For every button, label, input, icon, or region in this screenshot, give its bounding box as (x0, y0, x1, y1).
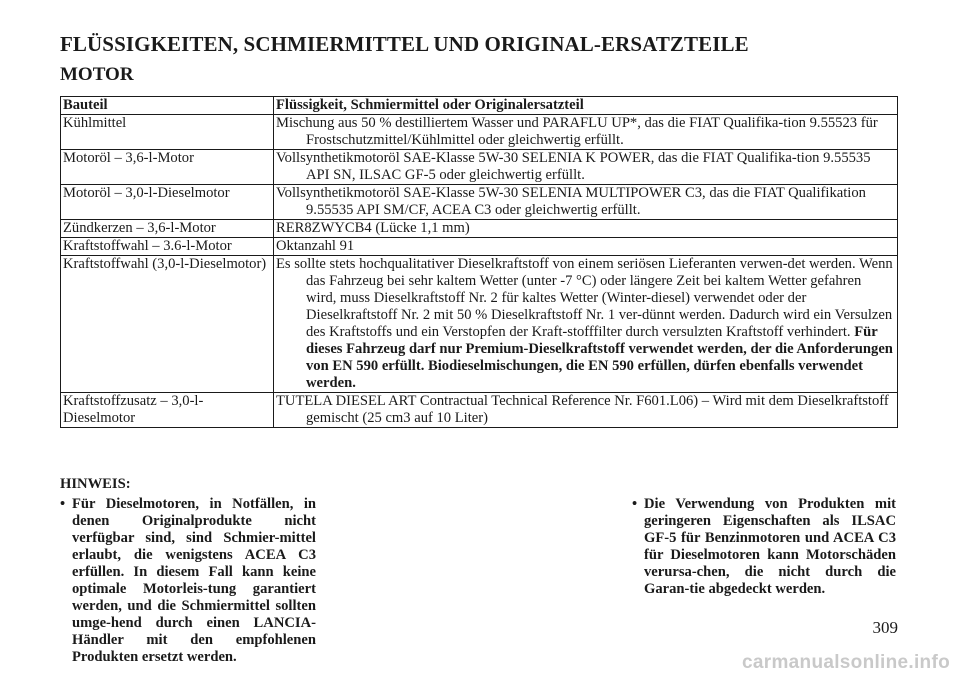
row-spec (274, 393, 898, 428)
notes-column-3 (632, 496, 896, 598)
note-bullet-1-text: Für Dieselmotoren, in Notfällen, in denen Originalprodukte nicht verfügbar sind, sind Schmier-mittel erlaubt, die wenigstens ACEA C3 erfüllen. In diesem Fall kann keine optimale Motorleis-tung garantiert werden, und die Schmiermittel sollten umge-hend durch einen LANCIA-Händler mit den empfohlenen Produkten ersetzt werden. (72, 496, 316, 665)
row-spec-normal: Es sollte stets hochqualitativer Dieselkraftstoff von einem seriösen Lieferanten verwen-det werden. Wenn das Fahrzeug bei sehr kaltem Wetter (unter -7 °C) oder längere Zeit bei kaltem Wetter gefahren wird, muss Dieselkraftstoff Nr. 2 für kaltes Wetter (Winter-diesel) verwendet oder der Dieselkraftstoff Nr. 2 mit 50 % Dieselkraftstoff Nr. 1 ver-dünnt werden. Dadurch wird ein Versulzen des Kraftstoffs und ein Verstopfen der Kraft-stofffilter durch versulzten Kraftstoff verhindert. (276, 256, 893, 340)
row-spec-bold: Für dieses Fahrzeug darf nur Premium-Dieselkraftstoff verwendet werden, der die Anforderungen von EN 590 erfüllt. Biodieselmischungen, die EN 590 erfüllen, dürfen ebenfalls verwendet werden. (306, 324, 893, 391)
row-spec-text: Oktanzahl 91 (276, 238, 355, 254)
row-spec-text: Vollsynthetikmotoröl SAE-Klasse 5W-30 SELENIA MULTIPOWER C3, das die FIAT Qualifikation 9.55535 API SM/CF, ACEA C3 oder gleichwertig erfüllt. (276, 185, 866, 218)
row-part: Kraftstoffwahl (3,0-l-Dieselmotor) (61, 256, 274, 393)
page-number: 309 (872, 618, 898, 637)
row-spec-text: Vollsynthetikmotoröl SAE-Klasse 5W-30 SELENIA K POWER, das die FIAT Qualifika-tion 9.55535 API SN, ILSAC GF-5 oder gleichwertig erfüllt. (276, 150, 871, 183)
row-spec (274, 238, 898, 256)
row-spec (274, 150, 898, 185)
page-title: FLÜSSIGKEITEN, SCHMIERMITTEL UND ORIGINAL-ERSATZTEILE (60, 32, 749, 56)
column-header-spec: Flüssigkeit, Schmiermittel oder Originalersatzteil (274, 97, 898, 115)
row-spec-text (276, 256, 895, 392)
table-row (61, 256, 898, 393)
row-spec (274, 256, 898, 393)
row-spec-text: RER8ZWYCB4 (Lücke 1,1 mm) (276, 220, 470, 236)
row-spec-text: TUTELA DIESEL ART Contractual Technical Reference Nr. F601.L06) – Wird mit dem Dieselkraftstoff gemischt (25 cm3 auf 10 Liter) (276, 393, 889, 426)
table-row (61, 150, 898, 185)
table-header-row (61, 97, 898, 115)
table-row (61, 393, 898, 428)
note-bullet-1 (60, 496, 316, 666)
table-row (61, 185, 898, 220)
row-part: Kühlmittel (61, 115, 274, 150)
note-bullet-2-text: Die Verwendung von Produkten mit geringeren Eigenschaften als ILSAC GF-5 für Benzinmotoren und ACEA C3 für Dieselmotoren kann Motorschäden verursa-chen, die nicht durch die Garan-tie abgedeckt werden. (644, 496, 896, 597)
row-part: Zündkerzen – 3,6-l-Motor (61, 220, 274, 238)
column-header-part: Bauteil (61, 97, 274, 115)
row-part: Motoröl – 3,6-l-Motor (61, 150, 274, 185)
bullet-dot-icon: • (60, 496, 66, 512)
section-title: MOTOR (60, 64, 134, 85)
watermark: carmanualsonline.info (742, 652, 950, 673)
note-bullet-2 (632, 496, 896, 598)
row-spec (274, 220, 898, 238)
row-spec (274, 115, 898, 150)
table-row (61, 115, 898, 150)
table-row (61, 238, 898, 256)
spec-table (60, 96, 898, 428)
table-row (61, 220, 898, 238)
row-part: Kraftstoffzusatz – 3,0-l-Dieselmotor (61, 393, 274, 428)
row-part: Kraftstoffwahl – 3.6-l-Motor (61, 238, 274, 256)
row-spec-text: Mischung aus 50 % destilliertem Wasser und PARAFLU UP*, das die FIAT Qualifika-tion 9.55523 für Frostschutzmittel/Kühlmittel oder gleichwertig erfüllt. (276, 115, 878, 148)
notes-column-1 (60, 496, 316, 666)
bullet-dot-icon: • (632, 496, 638, 512)
notes-heading: HINWEIS: (60, 476, 131, 492)
row-spec (274, 185, 898, 220)
row-part: Motoröl – 3,0-l-Dieselmotor (61, 185, 274, 220)
